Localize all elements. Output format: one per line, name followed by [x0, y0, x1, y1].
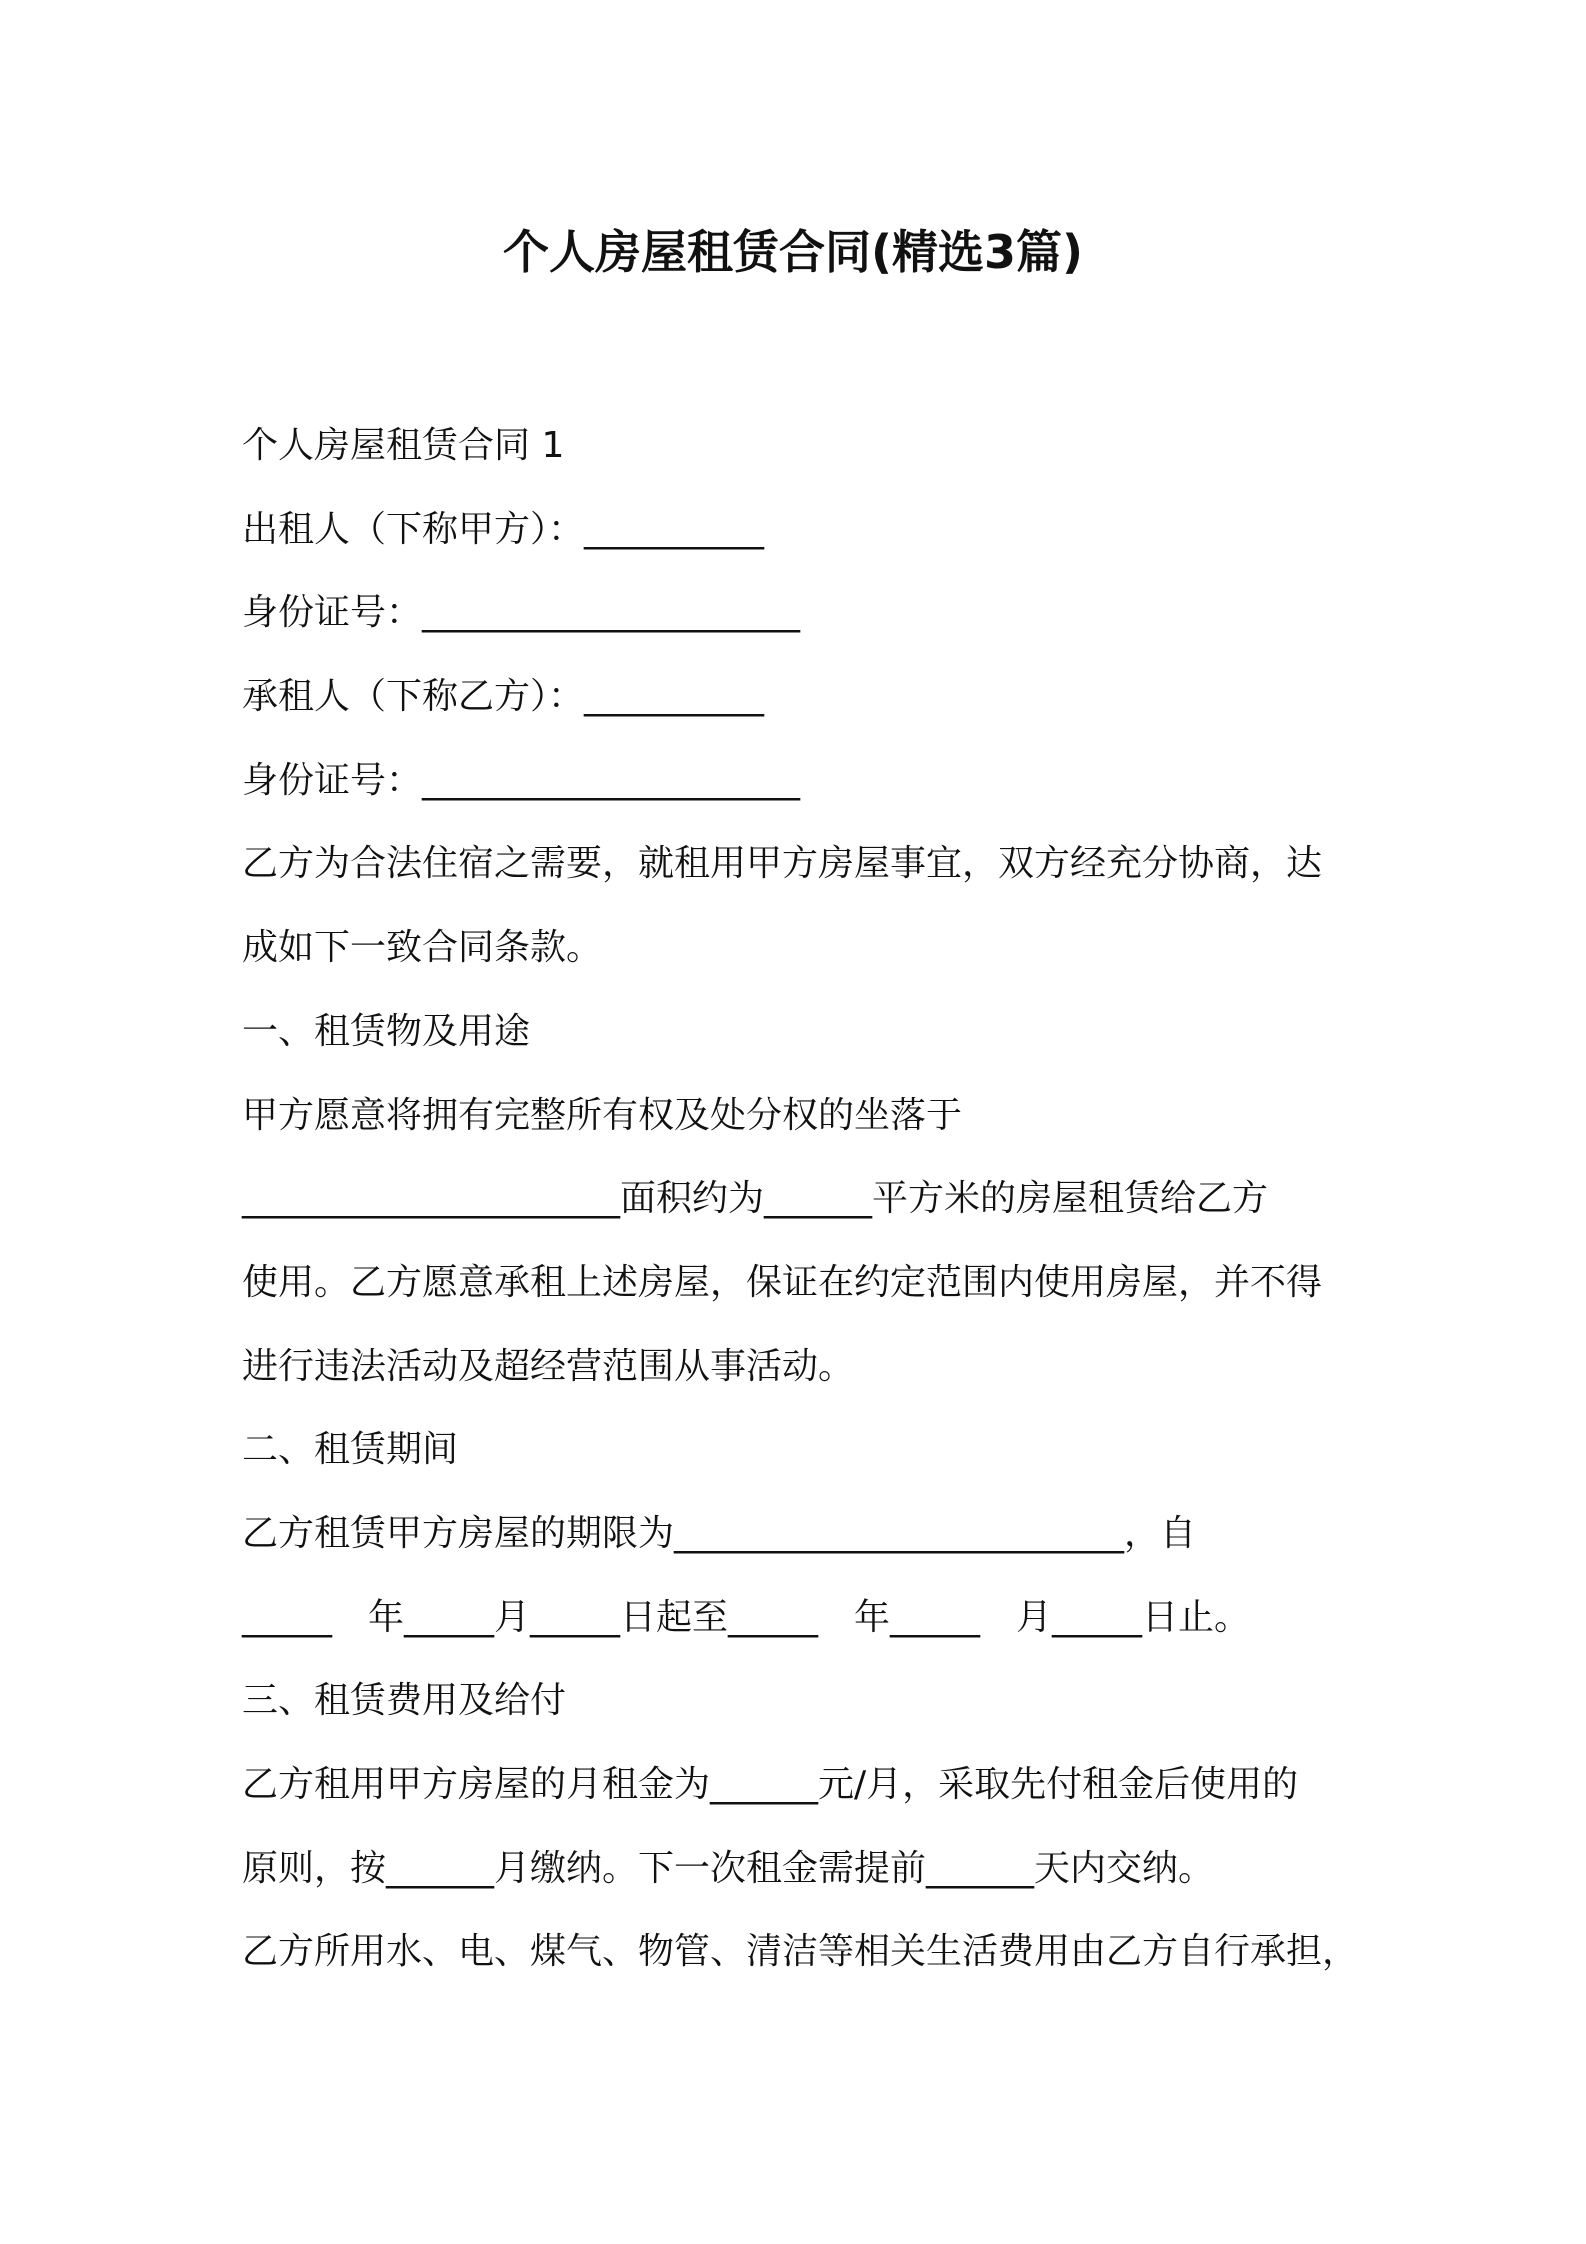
- paragraph-line: 乙方租赁甲方房屋的期限为_________________________，自: [242, 1512, 1197, 1554]
- lessor-field: 出租人（下称甲方）：__________: [242, 508, 765, 550]
- paragraph-line: _____________________面积约为______平方米的房屋租赁给乙方: [242, 1178, 1269, 1220]
- paragraph-line: 甲方愿意将拥有完整所有权及处分权的坐落于: [242, 1094, 963, 1136]
- paragraph-line: _____ 年_____月_____日起至_____ 年_____ 月_____日止。: [242, 1596, 1251, 1638]
- section-heading-1: 一、租赁物及用途: [242, 1010, 531, 1052]
- paragraph-line: 乙方租用甲方房屋的月租金为______元/月，采取先付租金后使用的: [242, 1764, 1299, 1805]
- paragraph-line: 成如下一致合同条款。: [242, 927, 603, 969]
- paragraph-line: 乙方所用水、电、煤气、物管、清洁等相关生活费用由乙方自行承担，: [242, 1931, 1359, 1973]
- paragraph-line: 原则，按______月缴纳。下一次租金需提前______天内交纳。: [242, 1847, 1215, 1889]
- lessee-field: 承租人（下称乙方）：__________: [242, 676, 765, 718]
- document-body: [242, 404, 1362, 1994]
- lessor-id-field: 身份证号：_____________________: [242, 592, 801, 634]
- paragraph-line: 使用。乙方愿意承租上述房屋，保证在约定范围内使用房屋，并不得: [242, 1261, 1323, 1303]
- section-heading-3: 三、租赁费用及给付: [242, 1680, 567, 1722]
- contract-heading: 个人房屋租赁合同 1: [242, 425, 565, 466]
- document-title: 个人房屋租赁合同(精选3篇): [502, 225, 1084, 279]
- lessee-id-field: 身份证号：_____________________: [242, 759, 801, 801]
- paragraph-line: 进行违法活动及超经营范围从事活动。: [242, 1345, 855, 1387]
- paragraph-line: 乙方为合法住宿之需要，就租用甲方房屋事宜，双方经充分协商，达: [242, 843, 1323, 885]
- section-heading-2: 二、租赁期间: [242, 1429, 459, 1471]
